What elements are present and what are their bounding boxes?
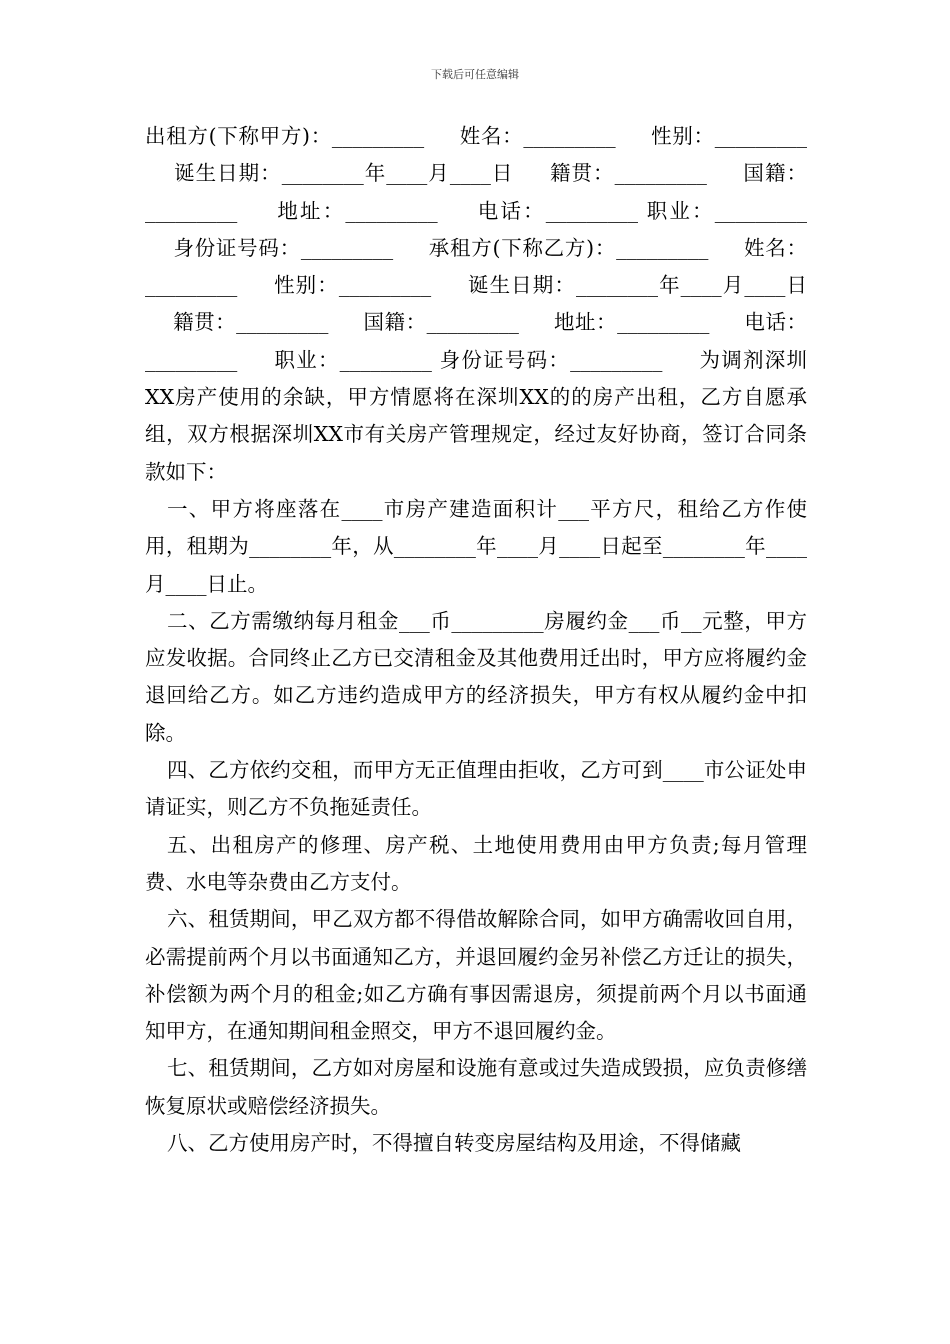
contract-paragraph: 八、乙方使用房产时，不得擅自转变房屋结构及用途，不得储藏 [167, 1131, 741, 1156]
contract-paragraph: 四、乙方依约交租，而甲方无正值理由拒收，乙方可到____市公证处申请证实，则乙方不负拖延责任。 [145, 758, 807, 820]
contract-paragraph: 一、甲方将座落在____市房产建造面积计___平方尺，租给乙方作使用，租期为________年，从________年____月____日起至________年____月____日止。 [145, 496, 807, 596]
contract-paragraph: 出租方(下称甲方)：_________ 姓名：_________ 性别：_________ 诞生日期：________年____月____日 籍贯：_________ 国籍：_________ 地址：_________ 电话：_________ 职业：_________ 身份证号码：_________ 承租方(下称乙方)：_________ 姓名：_________ 性别：_________ 诞生日期：________年____月____日 籍贯：_________ 国籍：_________ 地址：_________ 电话：_________ 职业：_________ 身份证号码：_________ 为调剂深圳XX房产使用的余缺，甲方情愿将在深圳XX的的房产出租，乙方自愿承组，双方根据深圳XX市有关房产管理规定，经过友好协商，签订合同条款如下： [145, 124, 807, 484]
page-header-note: 下载后可任意编辑 [431, 68, 519, 81]
contract-body [145, 118, 807, 1162]
contract-paragraph: 五、出租房产的修理、房产税、土地使用费用由甲方负责;每月管理费、水电等杂费由乙方支付。 [145, 832, 807, 894]
contract-paragraph: 二、乙方需缴纳每月租金___币_________房履约金___币__元整，甲方应发收据。合同终止乙方已交清租金及其他费用迁出时，甲方应将履约金退回给乙方。如乙方违约造成甲方的经济损失，甲方有权从履约金中扣除。 [145, 608, 807, 745]
contract-paragraph: 七、租赁期间，乙方如对房屋和设施有意或过失造成毁损，应负责修缮恢复原状或赔偿经济损失。 [145, 1056, 807, 1118]
contract-paragraph: 六、租赁期间，甲乙双方都不得借故解除合同，如甲方确需收回自用，必需提前两个月以书面通知乙方，并退回履约金另补偿乙方迁让的损失，补偿额为两个月的租金;如乙方确有事因需退房，须提前两个月以书面通知甲方，在通知期间租金照交，甲方不退回履约金。 [145, 907, 807, 1044]
